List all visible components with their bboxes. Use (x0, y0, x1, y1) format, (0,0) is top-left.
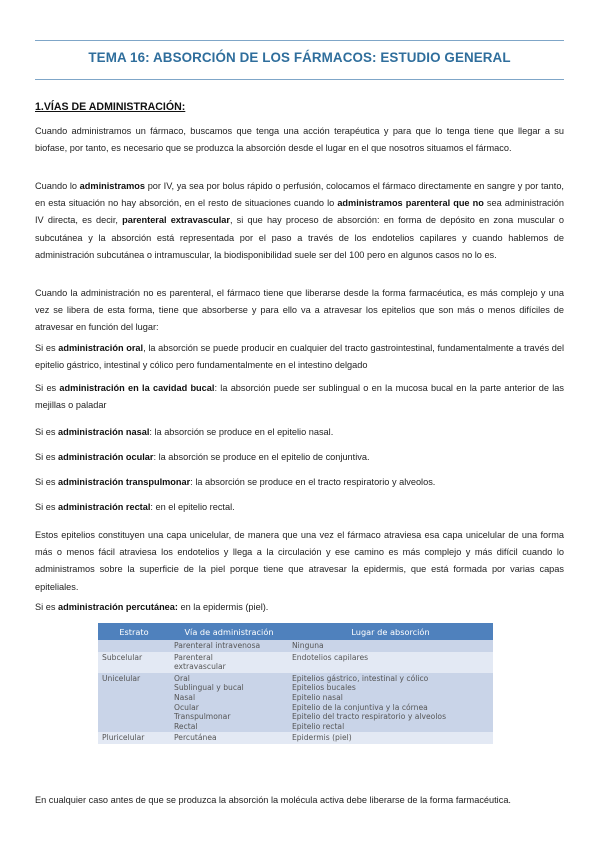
paragraph-iv: Cuando lo administramos por IV, ya sea por bolus rápido o perfusión, colocamos el fármaco directamente en sangre y por tanto, en esta situación no hay absorción, en el resto de situaciones cuando lo administramos parenteral que no sea administración IV directa, es decir, parenteral extravascular, si que hay proceso de absorción: en forma de depósito en zona muscular o subcutánea y la absorción está representada por el paso a través de los endotelios capilares y cuando hablemos de administración subcutánea o intramuscular, la biodisponibilidad suele ser del 100 pero en algunos casos no lo es. (35, 181, 564, 260)
table-header-row (98, 623, 493, 640)
route-bucal: Si es administración en la cavidad bucal: la absorción puede ser sublingual o en la mucosa bucal en la parte anterior de las mejillas o paladar (35, 383, 565, 411)
table-header-lugar: Lugar de absorción (288, 623, 493, 640)
table-cell-via: Percutánea (170, 732, 288, 744)
table-cell-via: Parenteral extravascular (170, 652, 288, 673)
route-oral: Si es administración oral, la absorción se puede producir en cualquier del tracto gastrointestinal, fundamentalmente a través del epitelio gástrico, intestinal y cólico pero fundamentalmente en el intestino delgado (35, 343, 564, 371)
route-transpulmonar: Si es administración transpulmonar: la absorción se produce en el tracto respiratorio y alveolos. (35, 477, 436, 487)
table-cell-lugar: Endotelios capilares (288, 652, 493, 673)
table-cell-estrato: Unicelular (98, 673, 170, 733)
table-header-via: Vía de administración (170, 623, 288, 640)
document-title: TEMA 16: ABSORCIÓN DE LOS FÁRMACOS: ESTUDIO GENERAL (88, 50, 511, 65)
table-cell-lugar: Ninguna (288, 640, 493, 652)
table-cell-estrato (98, 640, 170, 652)
table-cell-estrato: Subcelular (98, 652, 170, 673)
paragraph-epitelios: Estos epitelios constituyen una capa unicelular, de manera que una vez el fármaco atraviesa esa capa unicelular de una forma más o menos fácil atraviesa los endotelios y llega a la circulación y ese camino es más complejo y más difícil cuando lo administramos sobre la superficie de la piel porque tiene que atravesar la epidermis, que está formada por varias capas epiteliales. (35, 530, 564, 592)
route-nasal: Si es administración nasal: la absorción se produce en el epitelio nasal. (35, 427, 334, 437)
table-cell-estrato: Pluricelular (98, 732, 170, 744)
table-cell-via: Parenteral intravenosa (170, 640, 288, 652)
table-cell-lugar: Epidermis (piel) (288, 732, 493, 744)
route-ocular: Si es administración ocular: la absorción se produce en el epitelio de conjuntiva. (35, 452, 370, 462)
table-row (98, 640, 493, 652)
table-row (98, 732, 493, 744)
title-bottom-rule (35, 79, 564, 80)
route-percutanea: Si es administración percutánea: en la epidermis (piel). (35, 602, 269, 612)
table-header-estrato: Estrato (98, 623, 170, 640)
table-cell-lugar: Epitelios gástrico, intestinal y cólico Epitelios bucales Epitelio nasal Epitelio de la conjuntiva y la córnea Epitelio del tracto respiratorio y alveolos Epitelio rectal (288, 673, 493, 733)
title-top-rule (35, 40, 564, 41)
table-row (98, 652, 493, 673)
table-row (98, 673, 493, 733)
table-cell-via: Oral Sublingual y bucal Nasal Ocular Transpulmonar Rectal (170, 673, 288, 733)
paragraph-final: En cualquier caso antes de que se produzca la absorción la molécula activa debe liberarse de la forma farmacéutica. (35, 795, 511, 805)
paragraph-non-parenteral: Cuando la administración no es parenteral, el fármaco tiene que liberarse desde la forma farmacéutica, es más complejo y una vez se libera de esta forma, tiene que absorberse y para ello va a atravesar los epitelios que son más o menos difíciles de atravesar en función del lugar: (35, 288, 564, 333)
section-heading: 1.VÍAS DE ADMINISTRACIÓN: (35, 101, 186, 113)
paragraph-intro: Cuando administramos un fármaco, buscamos que tenga una acción terapéutica y para que lo tenga tiene que llegar a su biofase, por tanto, es necesario que se produzca la absorción desde el lugar en el que nosotros situamos el fármaco. (35, 126, 564, 154)
absorption-table (98, 623, 493, 744)
route-rectal: Si es administración rectal: en el epitelio rectal. (35, 502, 235, 512)
